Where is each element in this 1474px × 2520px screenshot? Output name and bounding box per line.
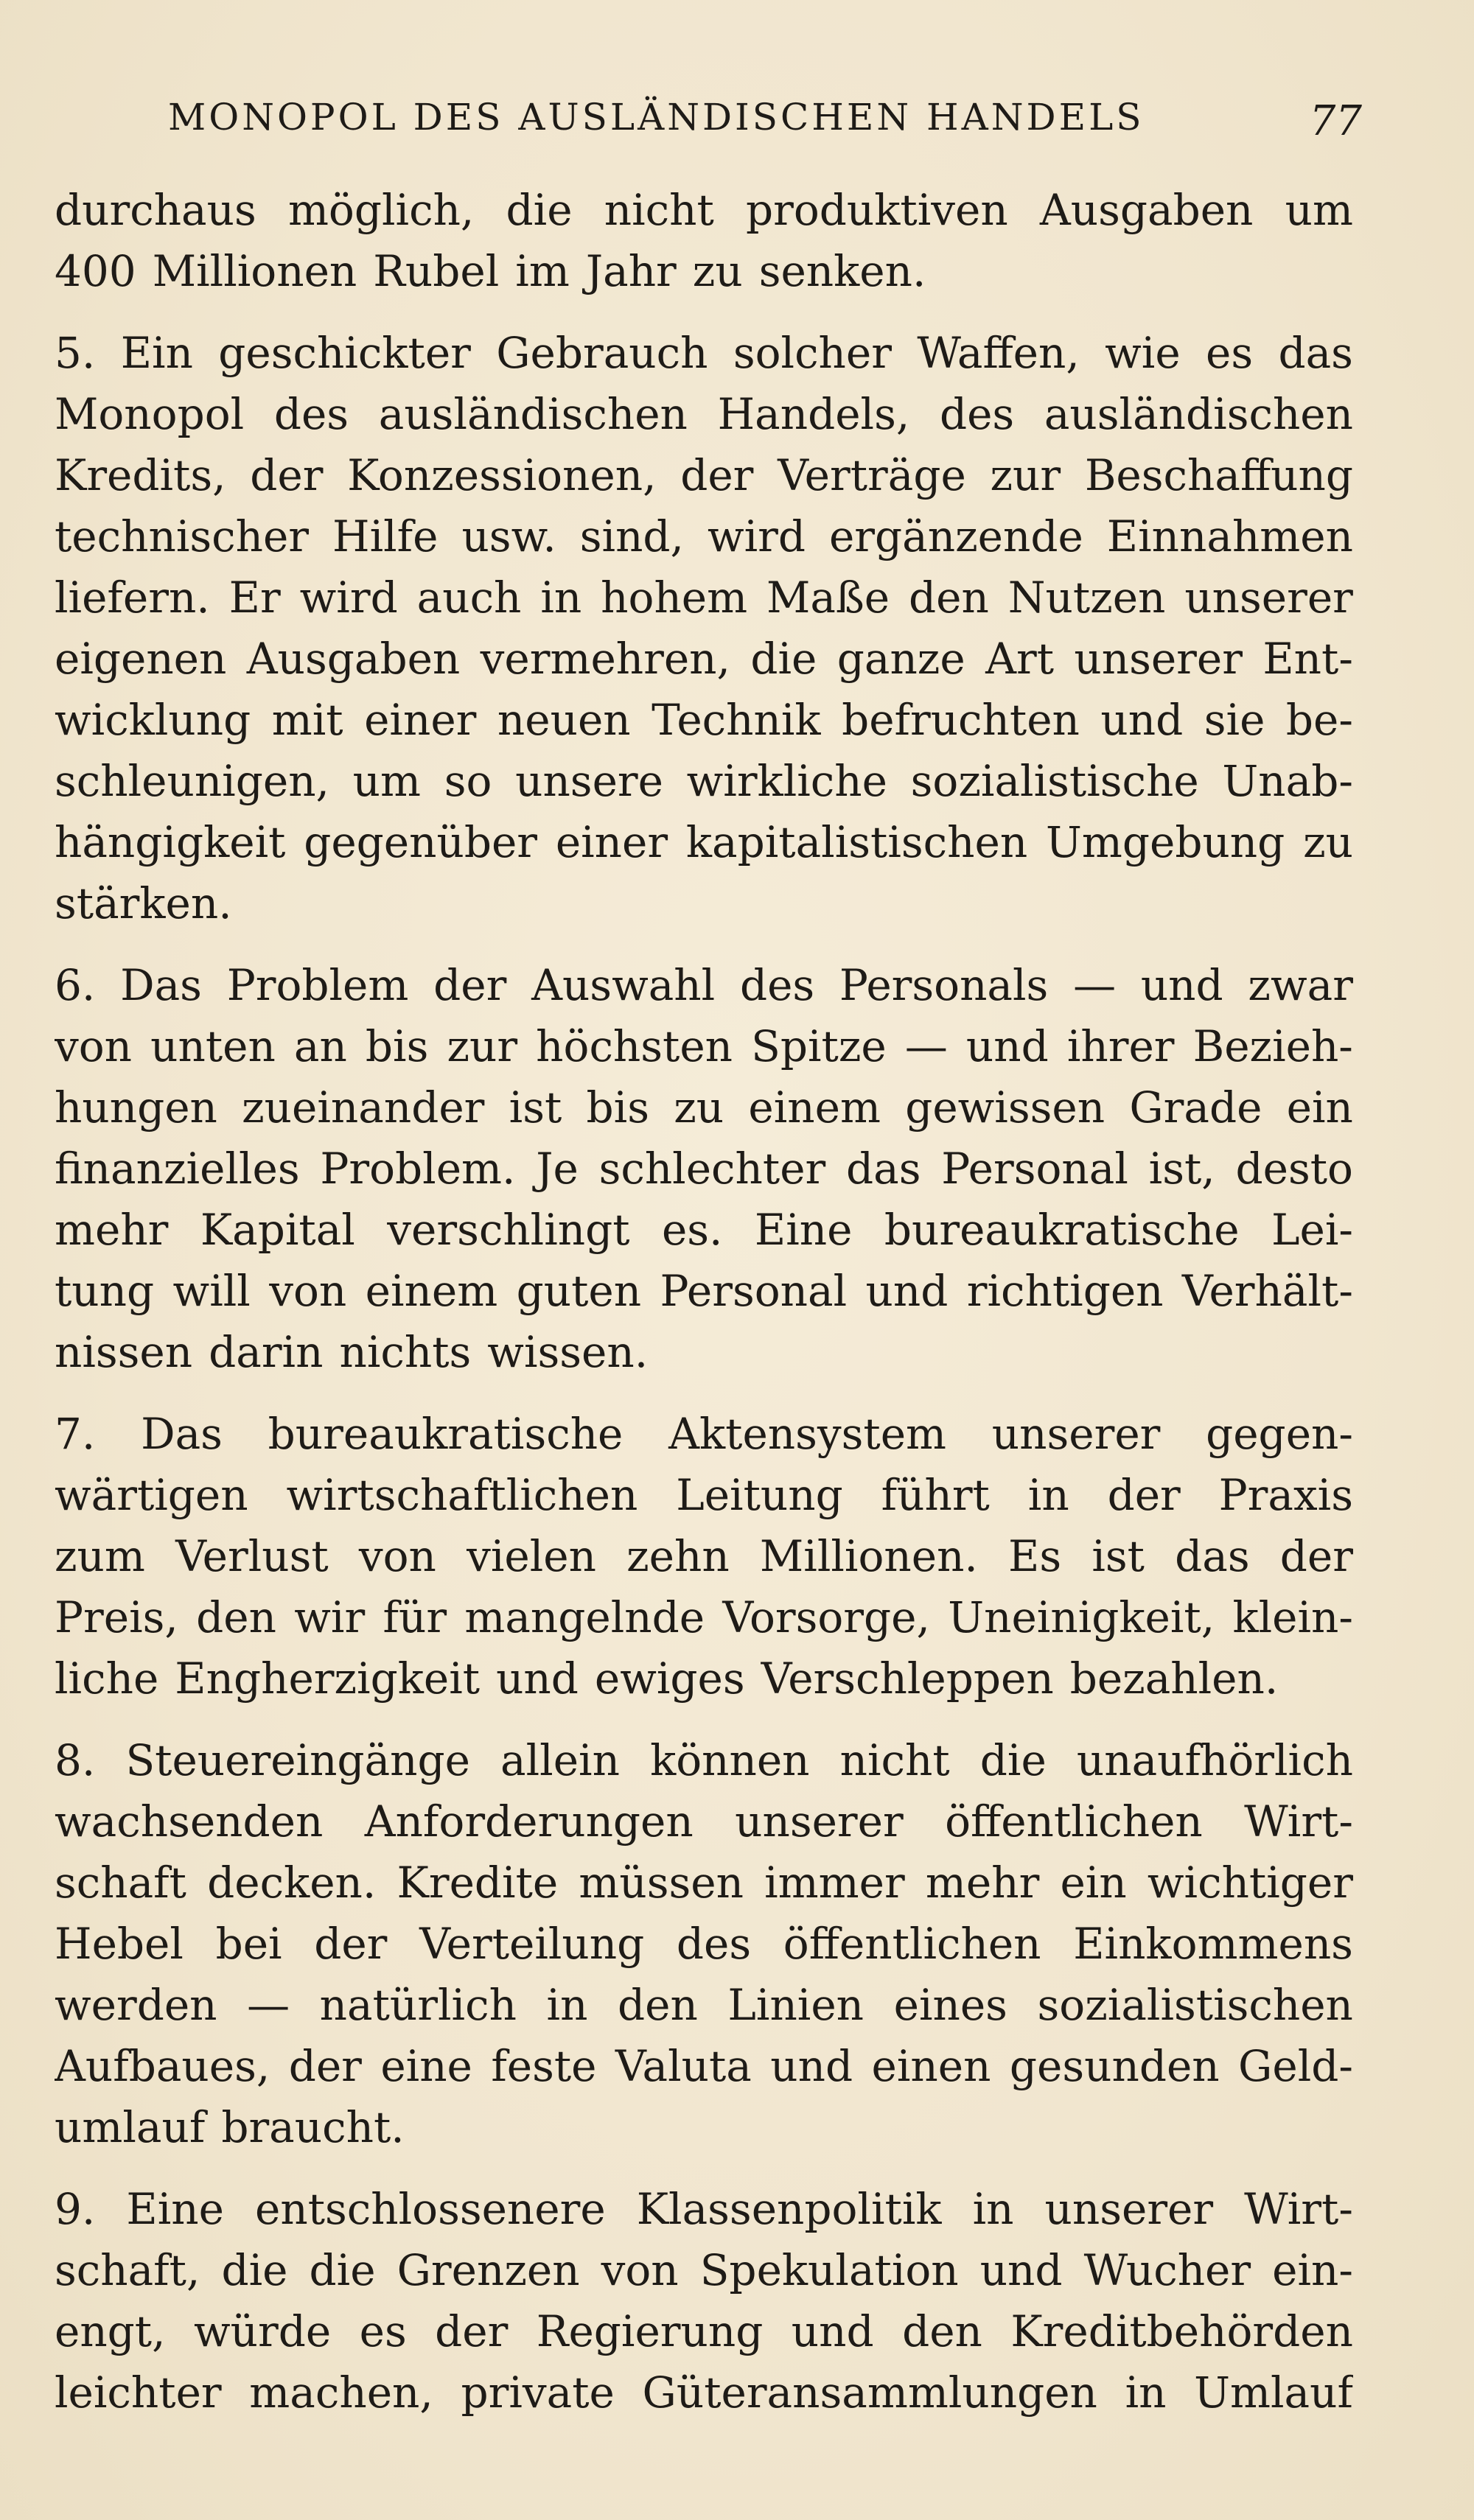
- paragraph: [55, 1404, 1353, 1709]
- text-line: hungen zueinander ist bis zu einem gewissen Grade ein: [55, 1082, 1353, 1133]
- text-line: nissen darin nichts wissen.: [55, 1327, 649, 1377]
- text-line: 8. Steuereingänge allein können nicht die unaufhörlich: [55, 1735, 1353, 1785]
- paragraph: [55, 323, 1353, 934]
- text-line: mehr Kapital verschlingt es. Eine bureaukratische Lei-: [55, 1205, 1353, 1255]
- running-title: MONOPOL DES AUSLÄNDISCHEN HANDELS: [168, 96, 1145, 139]
- text-line: Hebel bei der Verteilung des öffentlichen Einkommens: [55, 1919, 1353, 1969]
- text-line: wicklung mit einer neuen Technik befruchten und sie be-: [55, 695, 1353, 745]
- text-line: 400 Millionen Rubel im Jahr zu senken.: [55, 246, 926, 296]
- text-line: tung will von einem guten Personal und richtigen Verhält-: [55, 1266, 1353, 1316]
- text-line: Monopol des ausländischen Handels, des ausländischen: [55, 389, 1353, 439]
- paragraph-gap: [55, 302, 1353, 323]
- text-line: engt, würde es der Regierung und den Kreditbehörden: [55, 2306, 1353, 2356]
- text-line: zum Verlust von vielen zehn Millionen. Es ist das der: [55, 1531, 1353, 1581]
- body-text: [55, 180, 1353, 2423]
- text-line: 6. Das Problem der Auswahl des Personals — und zwar: [55, 960, 1353, 1010]
- text-line: liefern. Er wird auch in hohem Maße den Nutzen unserer: [55, 573, 1353, 623]
- paragraph-gap: [55, 1383, 1353, 1404]
- page-number: 77: [1309, 97, 1362, 145]
- text-line: technischer Hilfe usw. sind, wird ergänzende Einnahmen: [55, 511, 1353, 561]
- text-line: wachsenden Anforderungen unserer öffentlichen Wirt-: [55, 1796, 1353, 1847]
- text-line: Aufbaues, der eine feste Valuta und einen gesunden Geld-: [55, 2041, 1353, 2091]
- paragraph: [55, 955, 1353, 1383]
- text-line: Kredits, der Konzessionen, der Verträge zur Beschaffung: [55, 450, 1353, 500]
- paragraph-gap: [55, 2158, 1353, 2179]
- text-line: 9. Eine entschlossenere Klassenpolitik in unserer Wirt-: [55, 2184, 1353, 2234]
- text-line: stärken.: [55, 878, 232, 928]
- text-line: durchaus möglich, die nicht produktiven Ausgaben um: [55, 185, 1353, 235]
- text-line: finanzielles Problem. Je schlechter das Personal ist, desto: [55, 1144, 1353, 1194]
- text-line: schleunigen, um so unsere wirkliche sozialistische Unab-: [55, 756, 1353, 806]
- paragraph-gap: [55, 934, 1353, 955]
- paragraph: [55, 180, 1353, 302]
- paragraph: [55, 1730, 1353, 2158]
- text-line: wärtigen wirtschaftlichen Leitung führt in der Praxis: [55, 1470, 1353, 1520]
- paragraph: [55, 2179, 1353, 2423]
- text-line: leichter machen, private Güteransammlungen in Umlauf: [55, 2367, 1353, 2418]
- text-line: 5. Ein geschickter Gebrauch solcher Waffen, wie es das: [55, 328, 1353, 378]
- text-line: eigenen Ausgaben vermehren, die ganze Art unserer Ent-: [55, 634, 1353, 684]
- text-line: von unten an bis zur höchsten Spitze — und ihrer Bezieh-: [55, 1021, 1353, 1071]
- text-line: liche Engherzigkeit und ewiges Verschleppen bezahlen.: [55, 1653, 1279, 1704]
- text-line: umlauf braucht.: [55, 2102, 405, 2152]
- running-head: [168, 87, 1362, 153]
- text-line: schaft, die die Grenzen von Spekulation und Wucher ein-: [55, 2245, 1353, 2295]
- text-line: 7. Das bureaukratische Aktensystem unserer gegen-: [55, 1409, 1353, 1459]
- text-line: hängigkeit gegenüber einer kapitalistischen Umgebung zu: [55, 817, 1353, 867]
- text-line: schaft decken. Kredite müssen immer mehr ein wichtiger: [55, 1858, 1353, 1908]
- text-line: werden — natürlich in den Linien eines sozialistischen: [55, 1980, 1353, 2030]
- text-line: Preis, den wir für mangelnde Vorsorge, Uneinigkeit, klein-: [55, 1592, 1353, 1642]
- paragraph-gap: [55, 1709, 1353, 1730]
